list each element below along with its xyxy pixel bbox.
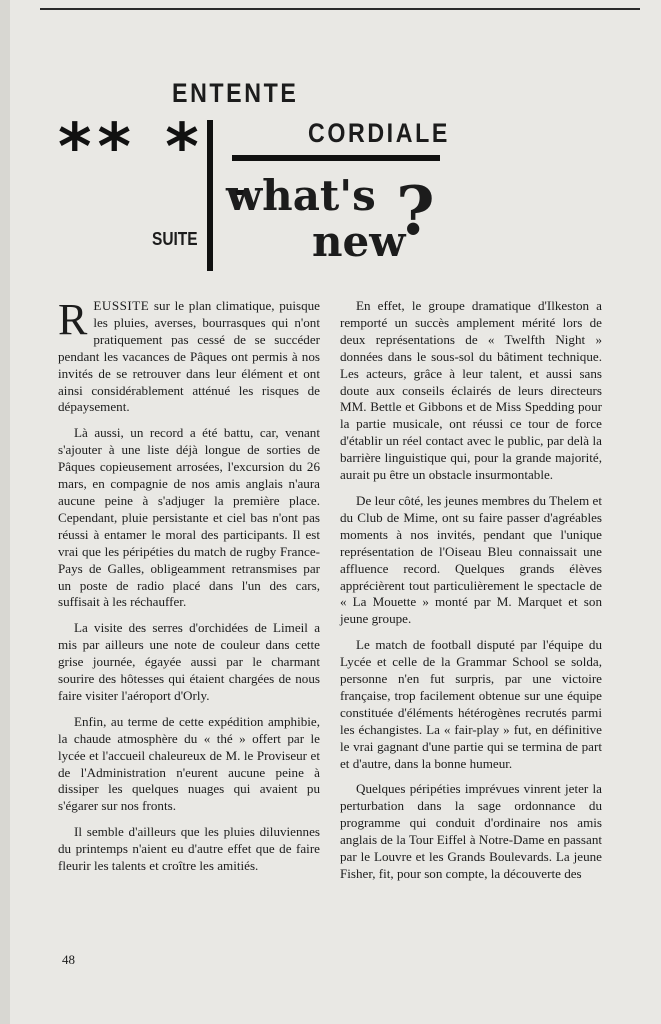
paragraph: Là aussi, un record a été battu, car, venant s'ajouter à une liste déjà longue de sorties de Pâques copieusement arrosées, l'excursion du 26 mars, en compagnie de nos amis anglais n'aura aucune peine à s'adjuger la première place. Cependant, pluie persistante et ciel bas n'ont pas réussi à entamer le moral des participants. Il est vrai que les péripéties du match de rugby France-Pays de Galles, obligeamment retransmises par un poste de radio placé dans l'un des cars, suffisait à les réchauffer. [58, 425, 320, 610]
title-rule [232, 155, 440, 161]
paragraph: Il semble d'ailleurs que les pluies diluviennes du printemps n'aient eu d'autre effet que de faire fleurir les talents et croître les amitiés. [58, 824, 320, 874]
paragraph: Quelques péripéties imprévues vinrent jeter la perturbation dans la sage ordonnance du programme qui conduit d'ordinaire nos amis anglais de la Tour Eiffel à Notre-Dame en passant par le Louvre et les Grands Boulevards. La jeune Fisher, fit, pour son compte, la découverte des [340, 781, 602, 881]
vertical-rule [207, 120, 213, 271]
lead-word: EUSSITE [93, 298, 150, 313]
title-line-2: new [312, 217, 406, 266]
asterisk-ornament: ** * [58, 111, 205, 185]
kicker-cordiale: CORDIALE [308, 118, 450, 148]
kicker-entente: ENTENTE [172, 78, 299, 108]
paragraph: Le match de football disputé par l'équipe du Lycée et celle de la Grammar School se solda, personne n'en fut surpris, par une victoire française, trop facilement obtenue sur une équipe constituée d'éléments hétérogènes recrutés parmi les échangistes. La « fair-play » fut, en définitive le vrai gagnant d'une partie qui se termina de part et d'autre, dans la bonne humeur. [340, 637, 602, 771]
left-column [58, 295, 320, 884]
paragraph: La visite des serres d'orchidées de Limeil a mis par ailleurs une note de couleur dans cette grise journée, égayée aussi par le charmant sourire des hôtesses qui étaient chargées de nous faire visiter l'aéroport d'Orly. [58, 620, 320, 703]
title-question-mark: ? [396, 172, 435, 250]
paragraph: En effet, le groupe dramatique d'Ilkeston a remporté un succès amplement mérité lors de deux représentations de « Twelfth Night » données dans le sous-sol du bâtiment technique. Les acteurs, grâce à leur talent, et aussi sans doute aux conseils éclairés de leurs directeurs MM. Bettle et Gibbons et de Miss Spedding pour la partie musicale, ont réussi ce tour de force d'établir un réel contact avec le public, par delà la barrière linguistique qui, pour la grande majorité, aurait pu être un obstacle insurmontable. [340, 298, 602, 483]
title-line-1: what's [226, 171, 376, 220]
paragraph [58, 295, 320, 416]
suite-label: SUITE [152, 229, 198, 249]
paragraph: Enfin, au terme de cette expédition amphibie, la chaude atmosphère du « thé » offert par le lycée et l'accueil chaleureux de M. le Proviseur et de l'Administration n'eurent aucune peine à dissiper les quelques nuages qui avaient pu s'égarer sur nos fronts. [58, 713, 320, 814]
drop-cap: R [58, 295, 88, 344]
paragraph-text: sur le plan climatique, puisque les pluies, averses, bourrasques qui n'ont pratiquement pas cessé de se succéder pendant les vacances de Pâques ont permis à nos invités de se retrouver dans leur élément et ont ainsi considérablement atténué les risques de dépaysement. [58, 298, 320, 415]
page-number: 48 [62, 952, 75, 967]
paragraph: De leur côté, les jeunes membres du Thelem et du Club de Mime, ont su faire passer d'agréables moments à nos invités, pendant que l'unique représentation de l'Oiseau Bleu connaissait une affluence record. Quelques grands élèves apprécièrent tout particulièrement le spectacle de « La Mouette » monté par M. Marquet et son jeune groupe. [340, 492, 602, 627]
article-header [0, 0, 661, 290]
right-column [340, 298, 602, 892]
